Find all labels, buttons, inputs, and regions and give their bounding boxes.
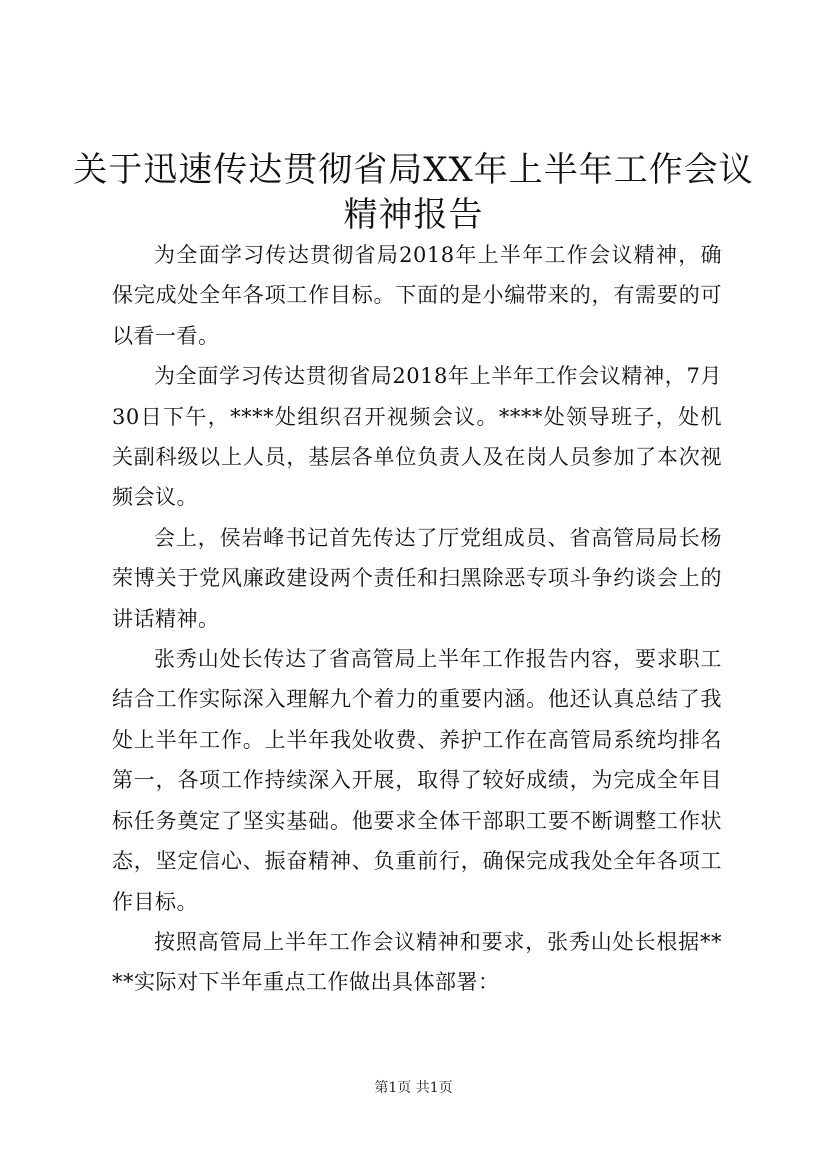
document-body xyxy=(112,235,722,1003)
paragraph-2: 为全面学习传达贯彻省局2018年上半年工作会议精神，7月30日下午，****处组织召开视频会议。****处领导班子，处机关副科级以上人员，基层各单位负责人及在岗人员参加了本次视频会议。 xyxy=(112,364,722,510)
page-footer: 第1页 共1页 xyxy=(374,1080,453,1096)
paragraph-4: 张秀山处长传达了省高管局上半年工作报告内容，要求职工结合工作实际深入理解九个着力的重要内涵。他还认真总结了我处上半年工作。上半年我处收费、养护工作在高管局系统均排名第一，各项工作持续深入开展，取得了较好成绩，为完成全年目标任务奠定了坚实基础。他要求全体干部职工要不断调整工作状态，坚定信心、振奋精神、负重前行，确保完成我处全年各项工作目标。 xyxy=(112,647,722,914)
document-title-line-2: 精神报告 xyxy=(343,195,484,235)
document-title-line-1: 关于迅速传达贯彻省局XX年上半年工作会议 xyxy=(73,150,754,190)
paragraph-3: 会上，侯岩峰书记首先传达了厅党组成员、省高管局局长杨荣博关于党风廉政建设两个责任和扫黑除恶专项斗争约谈会上的讲话精神。 xyxy=(112,525,722,631)
paragraph-1: 为全面学习传达贯彻省局2018年上半年工作会议精神，确保完成处全年各项工作目标。下面的是小编带来的，有需要的可以看一看。 xyxy=(112,243,722,348)
paragraph-5: 按照高管局上半年工作会议精神和要求，张秀山处长根据****实际对下半年重点工作做出具体部署： xyxy=(112,929,722,995)
